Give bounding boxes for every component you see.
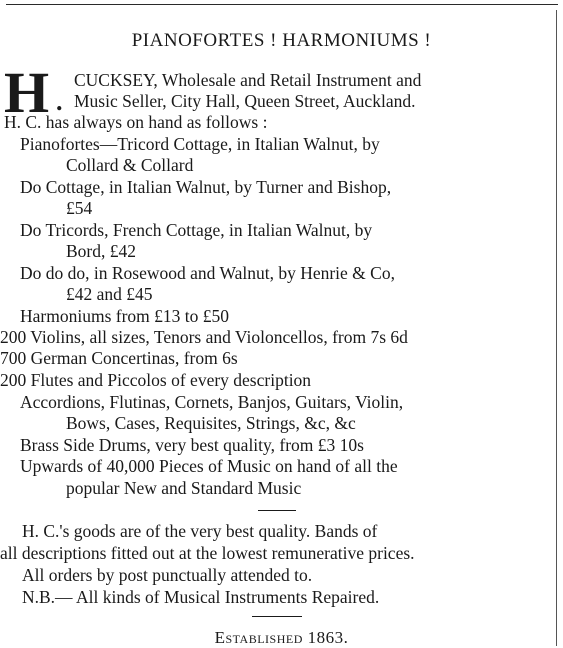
item-rosewood-price: £42 and £45 xyxy=(66,284,153,304)
advert-heading: PIANOFORTES ! HARMONIUMS ! xyxy=(131,30,432,51)
intro-line-3: H. C. has always on hand as follows : xyxy=(4,112,268,132)
item-accordions-cont: Bows, Cases, Requisites, Strings, &c, &c xyxy=(66,413,356,433)
top-border-rule xyxy=(6,4,558,5)
drop-cap-period: . xyxy=(56,87,63,116)
item-pianofortes-cont: Collard & Collard xyxy=(66,155,194,175)
right-column-rule xyxy=(556,10,557,646)
closing-line-4: N.B.— All kinds of Musical Instruments Repaired. xyxy=(22,587,380,607)
footer-divider xyxy=(252,616,302,617)
closing-line-1: H. C.'s goods are of the very best quality. Bands of xyxy=(22,521,378,541)
intro-line-2: Music Seller, City Hall, Queen Street, Auckland. xyxy=(74,91,416,111)
item-flutes: 200 Flutes and Piccolos of every description xyxy=(0,370,312,390)
item-music: Upwards of 40,000 Pieces of Music on hand of all the xyxy=(20,456,398,476)
item-cottage-price: £54 xyxy=(66,198,93,218)
closing-line-3: All orders by post punctually attended to. xyxy=(22,565,313,585)
item-music-cont: popular New and Standard Music xyxy=(66,478,302,498)
established-line: Established 1863. xyxy=(214,628,349,647)
item-accordions: Accordions, Flutinas, Cornets, Banjos, Guitars, Violin, xyxy=(20,392,404,412)
intro-line-1: CUCKSEY, Wholesale and Retail Instrument and xyxy=(74,70,422,90)
drop-cap-letter: H xyxy=(4,60,50,125)
item-rosewood: Do do do, in Rosewood and Walnut, by Henrie & Co, xyxy=(20,263,395,283)
item-tricords-price: Bord, £42 xyxy=(66,241,136,261)
item-violins: 200 Violins, all sizes, Tenors and Violoncellos, from 7s 6d xyxy=(0,327,408,347)
item-pianofortes: Pianofortes—Tricord Cottage, in Italian Walnut, by xyxy=(20,134,380,154)
item-concertinas: 700 German Concertinas, from 6s xyxy=(0,348,238,368)
item-tricords: Do Tricords, French Cottage, in Italian Walnut, by xyxy=(20,220,373,240)
section-divider xyxy=(258,510,296,511)
closing-line-2: all descriptions fitted out at the lowest remunerative prices. xyxy=(0,543,415,563)
item-cottage: Do Cottage, in Italian Walnut, by Turner and Bishop, xyxy=(20,177,392,197)
item-drums: Brass Side Drums, very best quality, from £3 10s xyxy=(20,435,364,455)
item-harmoniums: Harmoniums from £13 to £50 xyxy=(20,306,230,326)
